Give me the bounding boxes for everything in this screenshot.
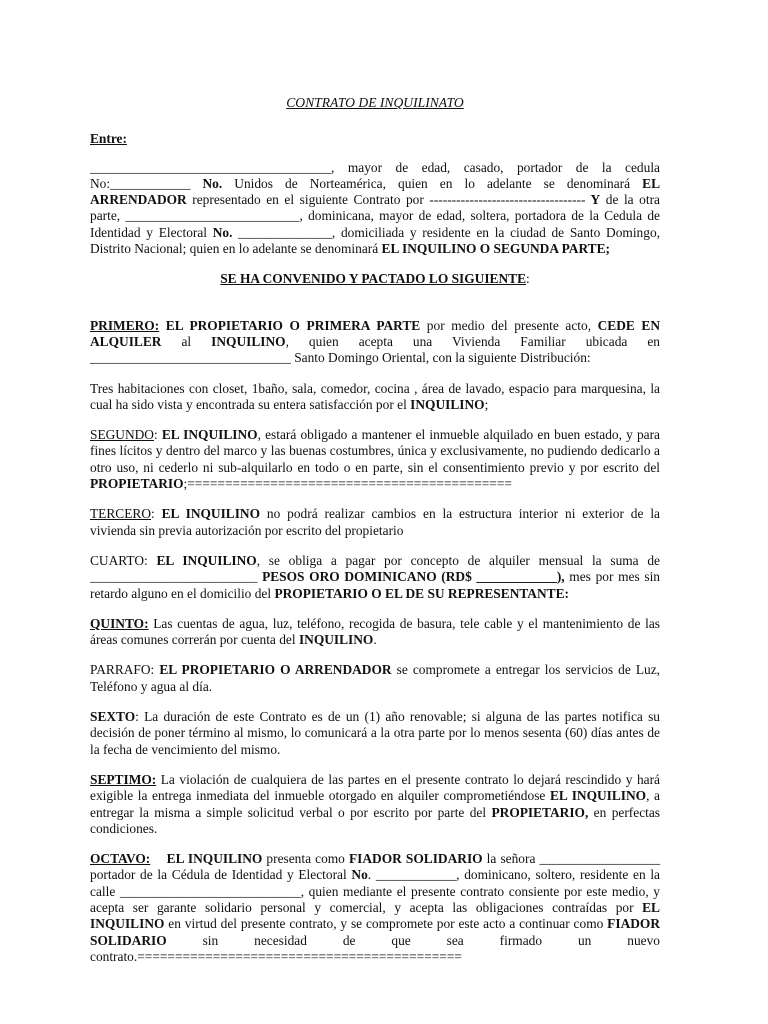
intro-paragraph: ____________________________________, mayor de edad, casado, portador de la cedula No:____________ No. Unidos de Norteamérica, quien en lo adelante se denominará EL ARRENDADOR representado en el siguiente Contrato por ----------------------------------- Y de la otra parte, __________________________, dominicana, mayor de edad, soltera, portadora de la Cedula de Identidad y Electoral No. ______________, domiciliada y residente en la ciudad de Santo Domingo, Distrito Nacional; quien en lo adelante se denominará EL INQUILINO O SEGUNDA PARTE; xyxy=(90,159,661,257)
document-title: CONTRATO DE INQUILINATO xyxy=(286,95,464,110)
clause-primero: PRIMERO: EL PROPIETARIO O PRIMERA PARTE por medio del presente acto, CEDE EN ALQUILER al INQUILINO, quien acepta una Vivienda Familiar ubicada en ______________________________ Santo Domingo Oriental, con la siguiente Distribución: xyxy=(90,317,661,366)
clause-septimo: SEPTIMO: La violación de cualquiera de las partes en el presente contrato lo dejará rescindido y hará exigible la entrega inmediata del inmueble otorgado en alquiler comprometiéndose EL INQUILINO, a entregar la misma a simple solicitud verbal o por escrito por parte del PROPIETARIO, en perfectas condiciones. xyxy=(90,771,661,836)
clause-quinto: QUINTO: Las cuentas de agua, luz, teléfono, recogida de basura, tele cable y el mantenimiento de las áreas comunes correrán por cuenta del INQUILINO. xyxy=(90,615,660,648)
clause-sexto: SEXTO: La duración de este Contrato es de un (1) año renovable; si alguna de las partes notifica su decisión de poner término al mismo, lo comunicará a la otra parte por lo menos sesenta (60) días antes de la fecha de vencimiento del mismo. xyxy=(90,709,660,757)
clause-tercero: TERCERO: EL INQUILINO no podrá realizar cambios en la estructura interior ni exterior de la vivienda sin previa autorización por escrito del propietario xyxy=(90,506,660,538)
contract-page xyxy=(90,95,660,979)
convenido-heading: SE HA CONVENIDO Y PACTADO LO SIGUIENTE: xyxy=(220,271,530,287)
clause-segundo: SEGUNDO: EL INQUILINO, estará obligado a mantener el inmueble alquilado en buen estado, y para fines lícitos y dentro del marco y las buenas costumbres, única y exclusivamente, no pudiendo dedicarlo a otro uso, ni cederlo ni sub-alquilarlo en todo o en parte, sin el consentimiento previo y por escrito del PROPIETARIO;=========================================== xyxy=(90,427,660,492)
entre-heading: Entre: xyxy=(90,131,127,147)
clause-octavo: OCTAVO: EL INQUILINO presenta como FIADOR SOLIDARIO la señora __________________ portador de la Cédula de Identidad y Electoral No. ____________, dominicano, soltero, residente en la calle ___________________________, quien mediante el presente contrato consiente por este medio, y acepta ser garante solidario personal y comercial, y acepta las obligaciones contraídas por EL INQUILINO en virtud del presente contrato, y se compromete por este acto a continuar como FIADOR SOLIDARIO sin necesidad de que sea firmado un nuevo contrato.=========================================== xyxy=(90,851,661,964)
clause-parrafo: PARRAFO: EL PROPIETARIO O ARRENDADOR se compromete a entregar los servicios de Luz, Teléfono y agua al día. xyxy=(90,662,660,694)
clause-cuarto: CUARTO: EL INQUILINO, se obliga a pagar por concepto de alquiler mensual la suma de _________________________ PESOS ORO DOMINICANO (RD$ ____________), mes por mes sin retardo alguno en el domicilio del PROPIETARIO O EL DE SU REPRESENTANTE: xyxy=(90,552,660,601)
clause-distribucion: Tres habitaciones con closet, 1baño, sala, comedor, cocina , área de lavado, espacio para marquesina, la cual ha sido vista y encontrada su entera satisfacción por el INQUILINO; xyxy=(90,380,660,412)
